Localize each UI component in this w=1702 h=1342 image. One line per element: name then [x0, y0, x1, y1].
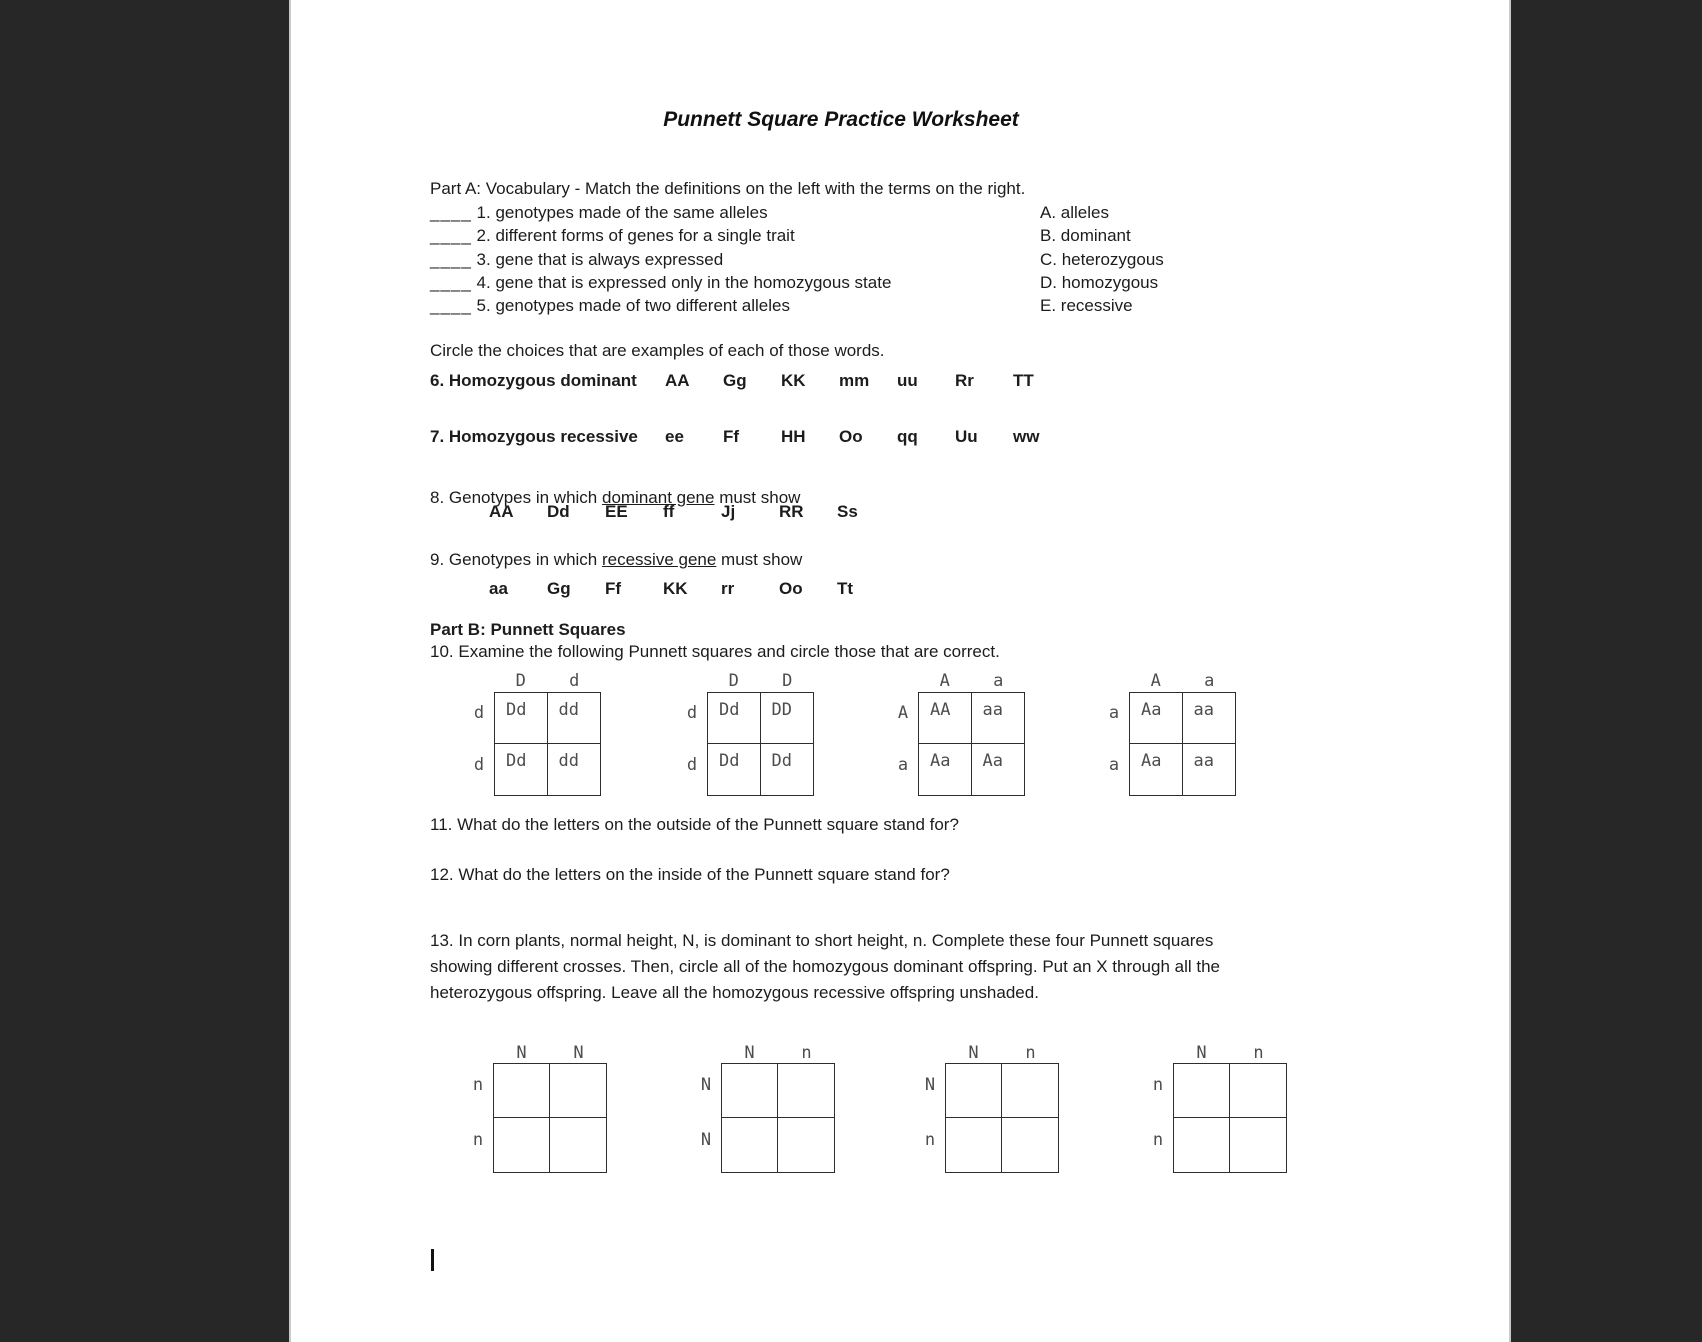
punnett-cell [1002, 1118, 1058, 1172]
genotype-option: HH [781, 427, 806, 446]
vocab-item-text: 3. gene that is always expressed [471, 249, 724, 269]
punnett-cell [550, 1118, 606, 1172]
q9-options [489, 579, 895, 599]
allele-label: D [728, 671, 739, 691]
punnett-cell: aa [972, 693, 1025, 744]
genotype-option: aa [489, 579, 508, 598]
q11-text: 11. What do the letters on the outside of the Punnett square stand for? [430, 815, 959, 834]
punnett-cell: Dd [771, 751, 792, 771]
q10-text: 10. Examine the following Punnett squares and circle those that are correct. [430, 642, 1000, 661]
part-a-items [430, 201, 891, 317]
allele-label: n [1152, 1130, 1164, 1150]
genotype-option: AA [489, 502, 514, 521]
answer-blank: ____ [430, 203, 472, 222]
part-b-header: Part B: Punnett Squares [430, 620, 626, 639]
q9-underlined: recessive gene [601, 550, 717, 569]
punnett-cell: dd [548, 693, 601, 744]
q8-prefix: 8. Genotypes in which [430, 488, 602, 507]
punnett-top-labels [918, 671, 1025, 691]
genotype-option: Oo [779, 579, 803, 598]
punnett-cell: DD [761, 693, 814, 744]
genotype-option: Jj [721, 502, 736, 521]
genotype-option: Ff [605, 579, 622, 598]
punnett-cell: Aa [1130, 693, 1183, 744]
punnett-cell [946, 1064, 1002, 1118]
genotype-option: Dd [547, 502, 570, 521]
punnett-cell: Aa [919, 744, 972, 795]
allele-label: D [515, 671, 526, 691]
worksheet-title: Punnett Square Practice Worksheet [663, 108, 1019, 131]
punnett-top-labels [1129, 671, 1236, 691]
punnett-cell: AA [919, 693, 972, 744]
genotype-option: Oo [839, 427, 863, 446]
punnett-cell: Dd [708, 693, 761, 744]
circle-instruction: Circle the choices that are examples of each of those words. [430, 341, 885, 360]
punnett-top-labels [721, 1043, 835, 1063]
genotype-option: mm [839, 371, 870, 390]
allele-label: a [993, 671, 1004, 691]
punnett-cell [946, 1118, 1002, 1172]
allele-label: A [897, 703, 909, 723]
q13-paragraph [430, 928, 1220, 1006]
vocab-item-text: 4. gene that is expressed only in the homozygous state [471, 272, 892, 292]
allele-label: A [939, 671, 950, 691]
punnett-cell [494, 1064, 550, 1118]
q9-suffix: must show [716, 550, 803, 569]
q12-text: 12. What do the letters on the inside of the Punnett square stand for? [430, 865, 950, 884]
vocab-item [430, 271, 891, 294]
genotype-option: qq [897, 427, 918, 446]
allele-label: d [473, 703, 485, 723]
genotype-option: TT [1013, 371, 1034, 390]
genotype-option: Rr [955, 371, 974, 390]
genotype-option: KK [781, 371, 806, 390]
q8-suffix: must show [714, 488, 801, 507]
punnett-cell: Aa [982, 751, 1003, 771]
genotype-option: AA [665, 371, 690, 390]
term-item: D. homozygous [1040, 272, 1159, 292]
allele-label: d [686, 703, 698, 723]
vocab-item [430, 224, 891, 247]
term-item: B. dominant [1040, 226, 1131, 246]
vocab-item-text: 1. genotypes made of the same alleles [471, 203, 768, 222]
q9-text [430, 550, 802, 570]
q7-options [665, 427, 1071, 447]
q8-options [489, 502, 895, 522]
punnett-grid [918, 692, 1025, 796]
q13-line: heterozygous offspring. Leave all the homozygous recessive offspring unshaded. [430, 983, 1039, 1002]
genotype-option: ww [1013, 427, 1040, 446]
vocab-item-text: 2. different forms of genes for a single trait [471, 226, 795, 246]
part-a-terms [1040, 201, 1164, 317]
allele-label: N [700, 1075, 712, 1095]
part-a-header: Part A: Vocabulary - Match the definitions on the left with the terms on the right. [430, 179, 1026, 198]
q6-options [665, 371, 1071, 391]
punnett-cell [1174, 1064, 1230, 1118]
punnett-grid [1173, 1063, 1287, 1173]
genotype-option: RR [779, 502, 804, 521]
allele-label: D [782, 671, 793, 691]
term-item: E. recessive [1040, 296, 1133, 316]
genotype-option: Uu [955, 427, 978, 446]
allele-label: n [1253, 1043, 1264, 1063]
genotype-option: ee [665, 427, 684, 446]
punnett-top-labels [945, 1043, 1059, 1063]
allele-label: d [686, 755, 698, 775]
q7-label: 7. Homozygous recessive [430, 427, 638, 446]
allele-label: n [924, 1130, 936, 1150]
punnett-cell [1230, 1064, 1286, 1118]
punnett-top-labels [1173, 1043, 1287, 1063]
punnett-grid [1129, 692, 1236, 796]
punnett-cell [722, 1064, 778, 1118]
allele-label: N [1196, 1043, 1207, 1063]
vocab-item [430, 201, 891, 224]
term-item: C. heterozygous [1040, 249, 1164, 269]
allele-label: a [897, 755, 909, 775]
answer-blank: ____ [430, 226, 472, 246]
punnett-top-labels [493, 1043, 607, 1063]
genotype-option: Tt [837, 579, 854, 598]
punnett-grid [494, 692, 601, 796]
punnett-cell [494, 1118, 550, 1172]
punnett-top-labels [707, 671, 814, 691]
q8-underlined: dominant gene [601, 488, 715, 507]
q6-label: 6. Homozygous dominant [430, 371, 637, 390]
allele-label: N [968, 1043, 979, 1063]
genotype-option: uu [897, 371, 918, 390]
genotype-option: ff [663, 502, 675, 521]
allele-label: a [1108, 703, 1120, 723]
punnett-cell: Dd [708, 744, 761, 795]
punnett-grid [707, 692, 814, 796]
genotype-option: Gg [547, 579, 571, 598]
allele-label: N [516, 1043, 527, 1063]
q13-line: showing different crosses. Then, circle all of the homozygous dominant offspring. Put an X through all the [430, 957, 1221, 976]
punnett-cell: Dd [495, 693, 548, 744]
punnett-cell: Dd [495, 744, 548, 795]
punnett-cell [722, 1118, 778, 1172]
allele-label: n [801, 1043, 812, 1063]
allele-label: n [472, 1075, 484, 1095]
punnett-cell [778, 1064, 834, 1118]
punnett-top-labels [494, 671, 601, 691]
punnett-cell: aa [1193, 751, 1214, 771]
punnett-grid [493, 1063, 607, 1173]
allele-label: d [473, 755, 485, 775]
allele-label: n [1025, 1043, 1036, 1063]
text-cursor [431, 1249, 434, 1271]
punnett-cell: Aa [1130, 744, 1183, 795]
genotype-option: EE [605, 502, 628, 521]
answer-blank: ____ [430, 296, 472, 316]
term-item: A. alleles [1040, 203, 1109, 222]
punnett-cell: aa [1183, 693, 1236, 744]
punnett-cell [778, 1118, 834, 1172]
allele-label: N [573, 1043, 584, 1063]
document-page[interactable] [289, 0, 1511, 1342]
allele-label: N [924, 1075, 936, 1095]
allele-label: d [569, 671, 580, 691]
punnett-grid [945, 1063, 1059, 1173]
punnett-cell [1002, 1064, 1058, 1118]
q13-line: 13. In corn plants, normal height, N, is dominant to short height, n. Complete these four Punnett squares [430, 931, 1214, 950]
punnett-cell [1230, 1118, 1286, 1172]
vocab-item [430, 294, 891, 317]
genotype-option: Ff [723, 427, 740, 446]
allele-label: a [1204, 671, 1215, 691]
answer-blank: ____ [430, 272, 472, 292]
punnett-grid [721, 1063, 835, 1173]
allele-label: a [1108, 755, 1120, 775]
allele-label: A [1150, 671, 1161, 691]
punnett-cell: dd [558, 751, 579, 771]
punnett-cell [550, 1064, 606, 1118]
punnett-cell [1174, 1118, 1230, 1172]
genotype-option: rr [721, 579, 735, 598]
genotype-option: Ss [837, 502, 858, 521]
allele-label: n [1152, 1075, 1164, 1095]
vocab-item-text: 5. genotypes made of two different alleles [471, 296, 790, 316]
allele-label: N [744, 1043, 755, 1063]
genotype-option: KK [663, 579, 688, 598]
allele-label: n [472, 1130, 484, 1150]
answer-blank: ____ [430, 249, 472, 269]
allele-label: N [700, 1130, 712, 1150]
genotype-option: Gg [723, 371, 747, 390]
q9-prefix: 9. Genotypes in which [430, 550, 602, 569]
vocab-item [430, 248, 891, 271]
